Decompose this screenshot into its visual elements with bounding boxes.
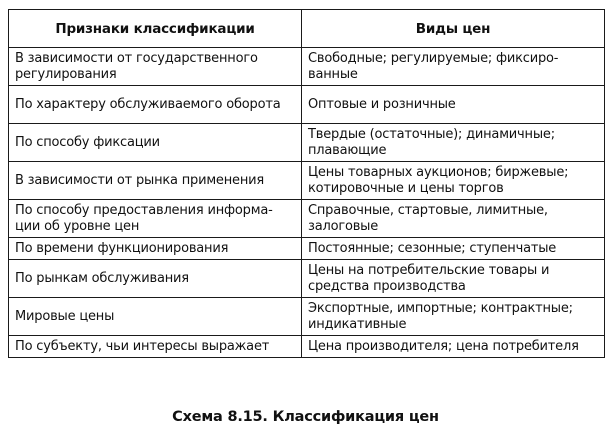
criterion-cell: В зависимости от государственного регулирования <box>9 48 302 86</box>
criterion-cell: Мировые цены <box>9 298 302 336</box>
figure-caption: Схема 8.15. Классификация цен <box>172 409 439 425</box>
price-types-cell: Экспортные, импортные; контрактные; индикативные <box>302 298 605 336</box>
table-row <box>9 48 605 86</box>
criterion-cell: По субъекту, чьи интересы выражает <box>9 336 302 358</box>
table-row <box>9 200 605 238</box>
price-types-cell: Оптовые и розничные <box>302 86 605 124</box>
criterion-cell: По способу предоставления информа-ции об уровне цен <box>9 200 302 238</box>
price-types-cell: Цена производителя; цена потребителя <box>302 336 605 358</box>
price-types-cell: Справочные, стартовые, лимитные, залоговые <box>302 200 605 238</box>
table-row <box>9 238 605 260</box>
price-types-cell: Свободные; регулируемые; фиксиро-ванные <box>302 48 605 86</box>
price-types-cell: Твердые (остаточные); динамичные; плавающие <box>302 124 605 162</box>
criterion-cell: По способу фиксации <box>9 124 302 162</box>
header-criteria: Признаки классификации <box>9 10 302 48</box>
table-row <box>9 298 605 336</box>
table-row <box>9 162 605 200</box>
table-row <box>9 260 605 298</box>
criterion-cell: В зависимости от рынка применения <box>9 162 302 200</box>
table-row <box>9 336 605 358</box>
header-price-types: Виды цен <box>302 10 605 48</box>
criterion-cell: По рынкам обслуживания <box>9 260 302 298</box>
table-header-row <box>9 10 605 48</box>
criterion-cell: По характеру обслуживаемого оборота <box>9 86 302 124</box>
price-types-cell: Цены товарных аукционов; биржевые; котировочные и цены торгов <box>302 162 605 200</box>
table-row <box>9 86 605 124</box>
price-types-cell: Постоянные; сезонные; ступенчатые <box>302 238 605 260</box>
table-row <box>9 124 605 162</box>
criterion-cell: По времени функционирования <box>9 238 302 260</box>
price-types-cell: Цены на потребительские товары и средства производства <box>302 260 605 298</box>
classification-table <box>8 9 605 358</box>
